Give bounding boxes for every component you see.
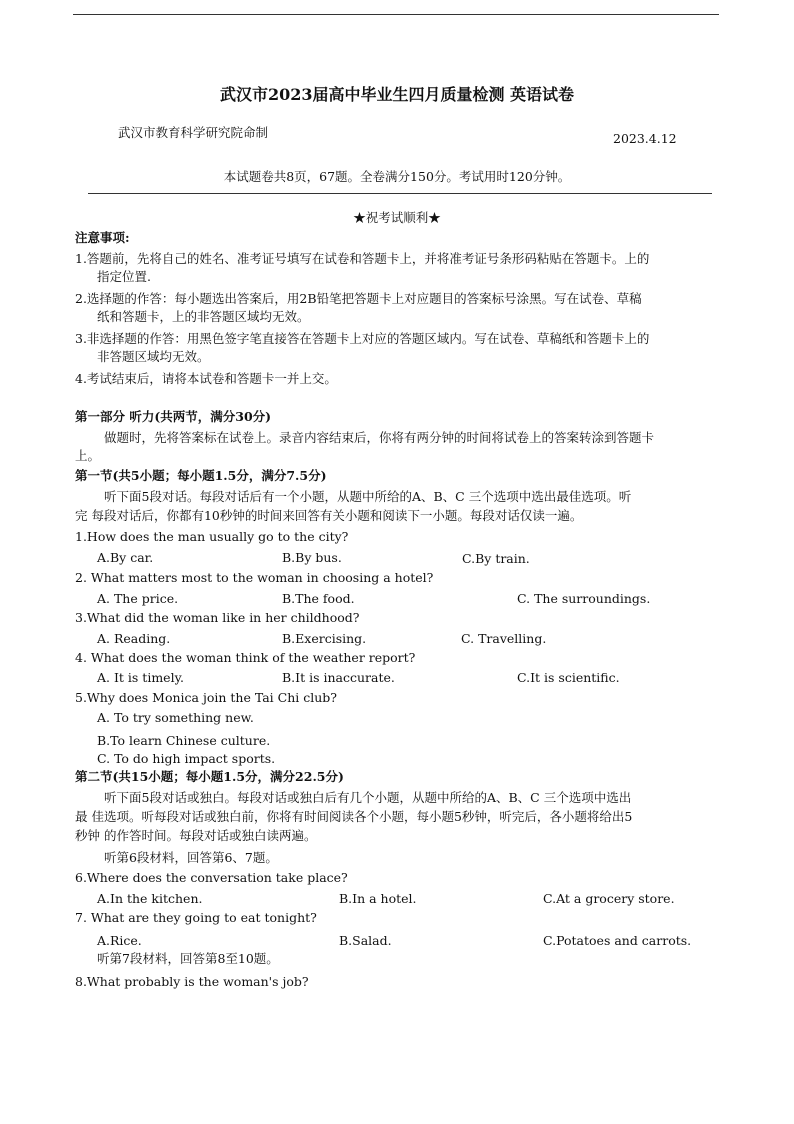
q6-option-b: B.In a hotel. <box>339 891 417 906</box>
q7-option-a: A.Rice. <box>97 933 142 948</box>
material-7-note: 听第7段材料，回答第8至10题。 <box>97 951 279 966</box>
notice-3-line2: 非答题区域均无效。 <box>97 349 210 364</box>
question-3: 3.What did the woman like in her childhood? <box>75 610 360 625</box>
material-6-note: 听第6段材料，回答第6、7题。 <box>104 850 278 865</box>
q5-option-b: B.To learn Chinese culture. <box>97 733 271 748</box>
q1-option-b: B.By bus. <box>282 550 342 565</box>
q2-option-a: A. The price. <box>97 591 179 606</box>
q4-option-a: A. It is timely. <box>97 670 184 685</box>
notice-1-line2: 指定位置. <box>97 269 151 284</box>
top-rule <box>73 14 719 15</box>
question-5: 5.Why does Monica join the Tai Chi club? <box>75 690 337 705</box>
part1-instruction-line1: 做题时，先将答案标在试卷上。录音内容结束后，你将有两分钟的时间将试卷上的答案转涂到答题卡 <box>104 430 655 445</box>
exam-summary: 本试题卷共8页，67题。全卷满分150分。考试用时120分钟。 <box>223 169 571 184</box>
q6-option-c: C.At a grocery store. <box>543 891 675 906</box>
question-4: 4. What does the woman think of the weather report? <box>75 650 416 665</box>
q6-option-a: A.In the kitchen. <box>97 891 203 906</box>
exam-date: 2023.4.12 <box>613 131 677 146</box>
section1-instruction-line1: 听下面5段对话。每段对话后有一个小题，从题中所给的A、B、C 三个选项中选出最佳选项。听 <box>104 489 632 504</box>
blessing: ★祝考试顺利★ <box>353 210 441 225</box>
q1-option-c: C.By train. <box>462 551 530 566</box>
section2-instruction-line1: 听下面5段对话或独白。每段对话或独白后有几个小题，从题中所给的A、B、C 三个选项中选出 <box>104 790 632 805</box>
q2-option-c: C. The surroundings. <box>517 591 651 606</box>
header-rule <box>88 193 712 194</box>
q1-option-a: A.By car. <box>97 550 154 565</box>
section1-instruction-line2: 完 每段对话后，你都有10秒钟的时间来回答有关小题和阅读下一小题。每段对话仅读一遍。 <box>75 508 583 523</box>
q4-option-b: B.It is inaccurate. <box>282 670 395 685</box>
question-2: 2. What matters most to the woman in choosing a hotel? <box>75 570 434 585</box>
notice-2-line1: 2.选择题的作答：每小题选出答案后，用2B铅笔把答题卡上对应题目的答案标号涂黑。写在试卷、草稿 <box>75 291 642 306</box>
part1-heading: 第一部分 听力(共两节，满分30分) <box>75 409 272 424</box>
issuer: 武汉市教育科学研究院命制 <box>118 125 269 140</box>
q7-option-b: B.Salad. <box>339 933 392 948</box>
section2-instruction-line2: 最 佳选项。听每段对话或独白前，你将有时间阅读各个小题，每小题5秒钟，听完后，各小题将给出5 <box>75 809 633 824</box>
notice-2-line2: 纸和答题卡，上的非答题区域均无效。 <box>97 309 310 324</box>
q3-option-c: C. Travelling. <box>461 631 547 646</box>
notice-3-line1: 3.非选择题的作答：用黑色签字笔直接答在答题卡上对应的答题区域内。写在试卷、草稿纸和答题卡上的 <box>75 331 650 346</box>
question-1: 1.How does the man usually go to the city? <box>75 529 349 544</box>
q5-option-c: C. To do high impact sports. <box>97 751 276 766</box>
q4-option-c: C.It is scientific. <box>517 670 620 685</box>
notices-heading: 注意事项: <box>75 230 130 245</box>
question-7: 7. What are they going to eat tonight? <box>75 910 317 925</box>
section1-heading: 第一节(共5小题；每小题1.5分，满分7.5分) <box>75 468 327 483</box>
q3-option-b: B.Exercising. <box>282 631 367 646</box>
q5-option-a: A. To try something new. <box>97 710 254 725</box>
notice-1-line1: 1.答题前，先将自己的姓名、准考证号填写在试卷和答题卡上，并将准考证号条形码粘贴在答题卡。上的 <box>75 251 650 266</box>
question-8: 8.What probably is the woman's job? <box>75 974 309 989</box>
q2-option-b: B.The food. <box>282 591 355 606</box>
part1-instruction-line2: 上。 <box>75 448 101 463</box>
q3-option-a: A. Reading. <box>97 631 171 646</box>
notice-4-line1: 4.考试结束后，请将本试卷和答题卡一并上交。 <box>75 371 337 386</box>
page-title: 武汉市2023届高中毕业生四月质量检测 英语试卷 <box>219 85 575 104</box>
question-6: 6.Where does the conversation take place? <box>75 870 348 885</box>
q7-option-c: C.Potatoes and carrots. <box>543 933 692 948</box>
section2-heading: 第二节(共15小题；每小题1.5分，满分22.5分) <box>75 769 344 784</box>
section2-instruction-line3: 秒钟 的作答时间。每段对话或独白读两遍。 <box>75 828 317 843</box>
